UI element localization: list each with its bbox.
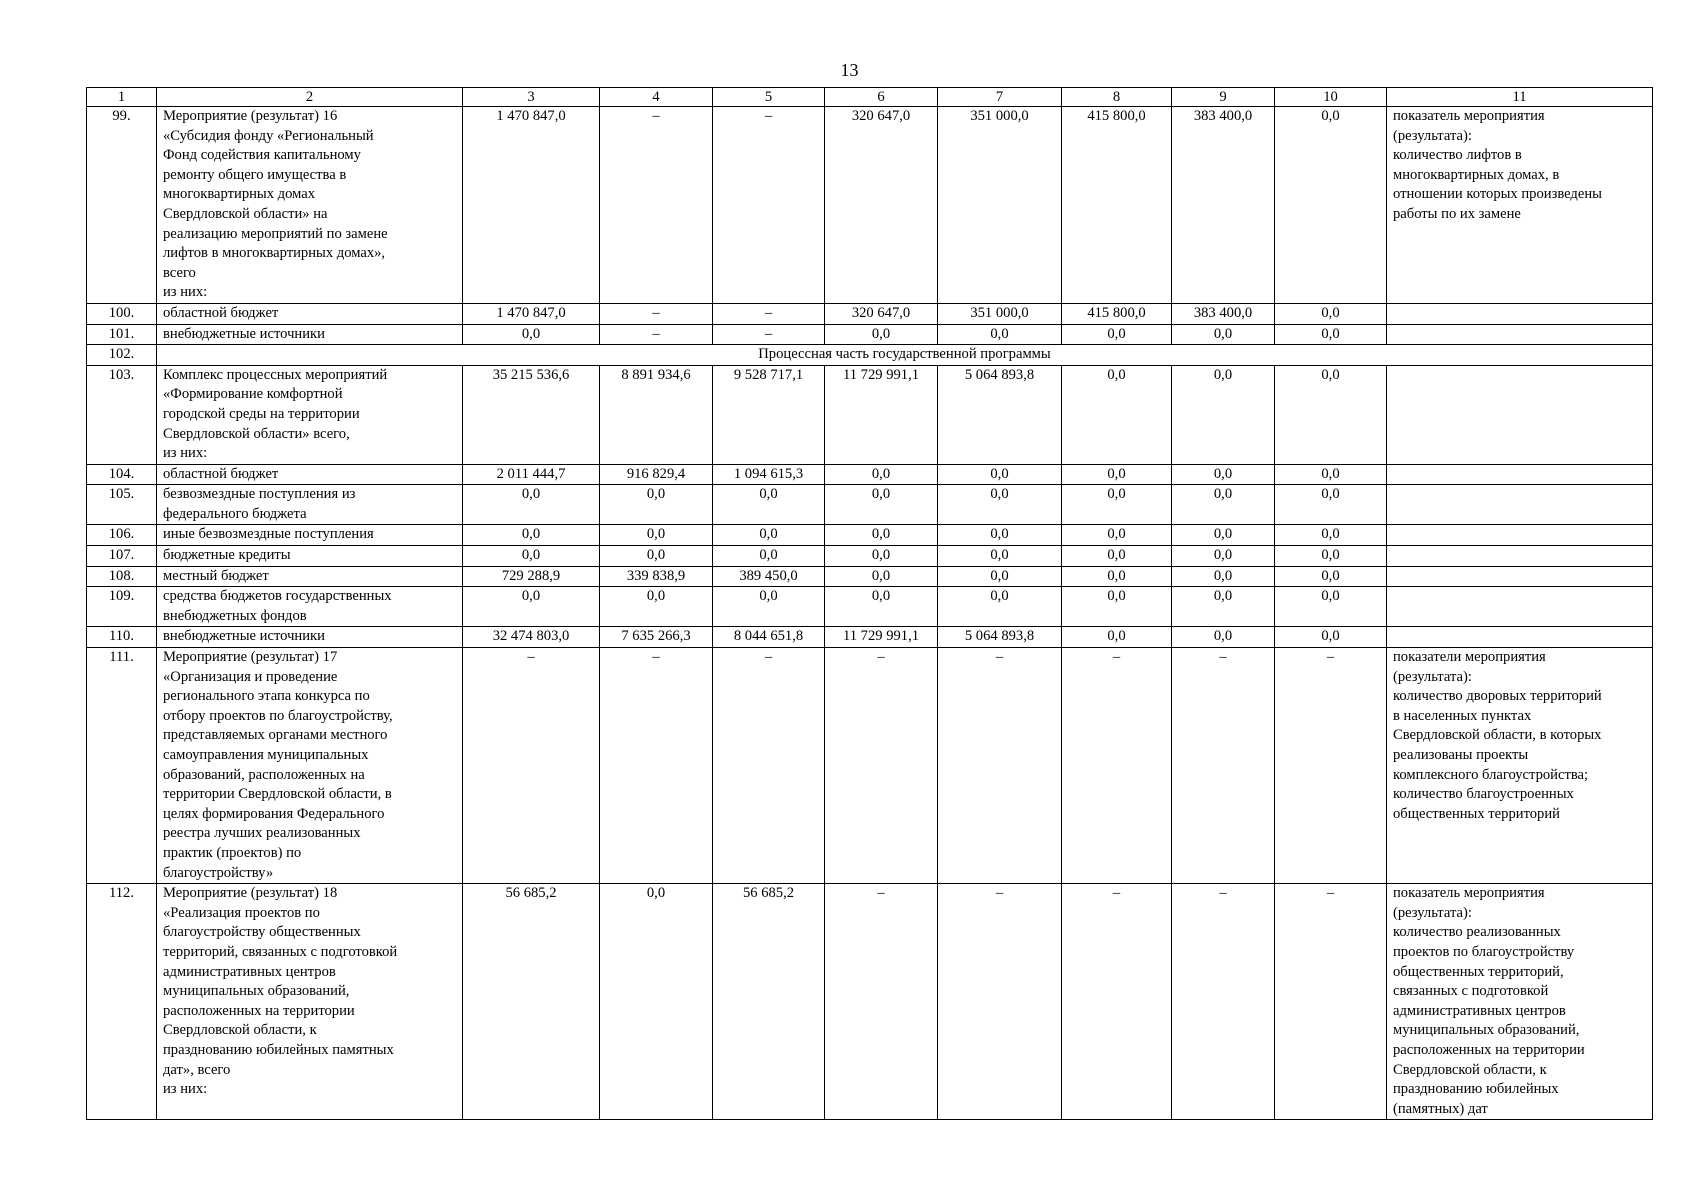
budget-table [86, 87, 1653, 1120]
section-title: Процессная часть государственной программы [157, 345, 1653, 366]
value-cell: 0,0 [600, 546, 713, 567]
value-cell: – [463, 648, 600, 884]
value-cell: 0,0 [938, 464, 1062, 485]
value-cell: 0,0 [1275, 303, 1387, 324]
value-cell: – [713, 107, 825, 304]
value-cell: 0,0 [825, 587, 938, 627]
header-cell: 1 [87, 88, 157, 107]
value-cell: 383 400,0 [1172, 303, 1275, 324]
row-name: иные безвозмездные поступления [157, 525, 463, 546]
value-cell: 0,0 [825, 546, 938, 567]
result-indicator [1387, 546, 1653, 567]
value-cell: 9 528 717,1 [713, 365, 825, 464]
row-name: средства бюджетов государственных внебюджетных фондов [157, 587, 463, 627]
result-indicator [1387, 303, 1653, 324]
value-cell: 7 635 266,3 [600, 627, 713, 648]
result-indicator [1387, 485, 1653, 525]
value-cell: 0,0 [938, 587, 1062, 627]
value-cell: 0,0 [938, 566, 1062, 587]
value-cell: 0,0 [713, 525, 825, 546]
value-cell: – [1172, 884, 1275, 1120]
value-cell: – [1062, 648, 1172, 884]
value-cell: 56 685,2 [713, 884, 825, 1120]
result-indicator: показатели мероприятия (результата): количество дворовых территорий в населенных пунктах Свердловской области, в которых реализованы проекты комплексного благоустройства; количество благоустроенных общественных территорий [1387, 648, 1653, 884]
value-cell: 415 800,0 [1062, 107, 1172, 304]
value-cell: 0,0 [1172, 464, 1275, 485]
header-cell: 3 [463, 88, 600, 107]
value-cell: – [600, 107, 713, 304]
value-cell: 0,0 [600, 587, 713, 627]
value-cell: 0,0 [1172, 587, 1275, 627]
row-name: внебюджетные источники [157, 627, 463, 648]
value-cell: 0,0 [1172, 566, 1275, 587]
header-cell: 11 [1387, 88, 1653, 107]
row-name: местный бюджет [157, 566, 463, 587]
result-indicator [1387, 525, 1653, 546]
value-cell: 320 647,0 [825, 303, 938, 324]
row-name: Мероприятие (результат) 17 «Организация и проведение регионального этапа конкурса по отбору проектов по благоустройству, представляемых органами местного самоуправления муниципальных образований, расположенных на территории Свердловской области, в целях формирования Федерального реестра лучших реализованных практик (проектов) по благоустройству» [157, 648, 463, 884]
value-cell: 0,0 [1275, 566, 1387, 587]
value-cell: – [825, 648, 938, 884]
header-cell: 6 [825, 88, 938, 107]
table-header-row [87, 88, 1653, 107]
result-indicator [1387, 365, 1653, 464]
value-cell: – [713, 303, 825, 324]
header-cell: 10 [1275, 88, 1387, 107]
value-cell: 0,0 [600, 884, 713, 1120]
value-cell: 0,0 [1172, 485, 1275, 525]
value-cell: 0,0 [463, 546, 600, 567]
value-cell: 0,0 [713, 485, 825, 525]
value-cell: 56 685,2 [463, 884, 600, 1120]
value-cell: 0,0 [1062, 587, 1172, 627]
value-cell: – [938, 648, 1062, 884]
value-cell: 0,0 [463, 587, 600, 627]
value-cell: 351 000,0 [938, 107, 1062, 304]
table-row [87, 365, 1653, 464]
row-number: 101. [87, 324, 157, 345]
row-number: 103. [87, 365, 157, 464]
value-cell: 339 838,9 [600, 566, 713, 587]
value-cell: 35 215 536,6 [463, 365, 600, 464]
header-cell: 2 [157, 88, 463, 107]
value-cell: 0,0 [1275, 546, 1387, 567]
value-cell: 0,0 [938, 324, 1062, 345]
value-cell: – [938, 884, 1062, 1120]
result-indicator [1387, 464, 1653, 485]
value-cell: 0,0 [825, 485, 938, 525]
table-row [87, 303, 1653, 324]
value-cell: 1 470 847,0 [463, 107, 600, 304]
value-cell: 0,0 [1172, 324, 1275, 345]
result-indicator: показатель мероприятия (результата): количество реализованных проектов по благоустройству общественных территорий, связанных с подготовкой административных центров муниципальных образований, расположенных на территории Свердловской области, к празднованию юбилейных (памятных) дат [1387, 884, 1653, 1120]
value-cell: 0,0 [600, 485, 713, 525]
table-row [87, 627, 1653, 648]
table-row [87, 566, 1653, 587]
value-cell: 0,0 [713, 587, 825, 627]
value-cell: – [600, 648, 713, 884]
value-cell: 729 288,9 [463, 566, 600, 587]
result-indicator: показатель мероприятия (результата): количество лифтов в многоквартирных домах, в отношении которых произведены работы по их замене [1387, 107, 1653, 304]
value-cell: 11 729 991,1 [825, 365, 938, 464]
header-cell: 9 [1172, 88, 1275, 107]
value-cell: 11 729 991,1 [825, 627, 938, 648]
value-cell: 0,0 [1275, 627, 1387, 648]
value-cell: – [1275, 884, 1387, 1120]
table-row [87, 525, 1653, 546]
value-cell: 1 470 847,0 [463, 303, 600, 324]
table-row [87, 485, 1653, 525]
page-number: 13 [840, 60, 859, 80]
value-cell: 8 891 934,6 [600, 365, 713, 464]
header-cell: 8 [1062, 88, 1172, 107]
row-name: Мероприятие (результат) 16 «Субсидия фонду «Региональный Фонд содействия капитальному ремонту общего имущества в многоквартирных домах Свердловской области» на реализацию мероприятий по замене лифтов в многоквартирных домах», всего из них: [157, 107, 463, 304]
value-cell: 0,0 [1062, 324, 1172, 345]
row-name: бюджетные кредиты [157, 546, 463, 567]
value-cell: 389 450,0 [713, 566, 825, 587]
value-cell: 5 064 893,8 [938, 365, 1062, 464]
row-name: областной бюджет [157, 464, 463, 485]
value-cell: 0,0 [1062, 485, 1172, 525]
row-number: 109. [87, 587, 157, 627]
result-indicator [1387, 566, 1653, 587]
value-cell: 0,0 [825, 566, 938, 587]
result-indicator [1387, 627, 1653, 648]
value-cell: 0,0 [1062, 464, 1172, 485]
value-cell: 415 800,0 [1062, 303, 1172, 324]
row-name: Комплекс процессных мероприятий «Формирование комфортной городской среды на территории Свердловской области» всего, из них: [157, 365, 463, 464]
row-number: 102. [87, 345, 157, 366]
value-cell: 8 044 651,8 [713, 627, 825, 648]
value-cell: 0,0 [825, 324, 938, 345]
table-row [87, 324, 1653, 345]
result-indicator [1387, 587, 1653, 627]
value-cell: 0,0 [1275, 464, 1387, 485]
value-cell: 0,0 [938, 485, 1062, 525]
value-cell: 32 474 803,0 [463, 627, 600, 648]
value-cell: 0,0 [1172, 365, 1275, 464]
value-cell: 2 011 444,7 [463, 464, 600, 485]
table-row [87, 884, 1653, 1120]
value-cell: 0,0 [1275, 485, 1387, 525]
result-indicator [1387, 324, 1653, 345]
table-row [87, 464, 1653, 485]
value-cell: 0,0 [938, 525, 1062, 546]
row-number: 107. [87, 546, 157, 567]
value-cell: 0,0 [1172, 525, 1275, 546]
value-cell: 0,0 [825, 525, 938, 546]
row-name: областной бюджет [157, 303, 463, 324]
header-cell: 5 [713, 88, 825, 107]
value-cell: 383 400,0 [1172, 107, 1275, 304]
value-cell: 0,0 [1275, 365, 1387, 464]
value-cell: 0,0 [463, 525, 600, 546]
table-row [87, 648, 1653, 884]
row-number: 106. [87, 525, 157, 546]
value-cell: 0,0 [1062, 627, 1172, 648]
value-cell: 0,0 [1275, 107, 1387, 304]
value-cell: 0,0 [938, 546, 1062, 567]
value-cell: 916 829,4 [600, 464, 713, 485]
row-name: Мероприятие (результат) 18 «Реализация проектов по благоустройству общественных территорий, связанных с подготовкой административных центров муниципальных образований, расположенных на территории Свердловской области, к празднованию юбилейных памятных дат», всего из них: [157, 884, 463, 1120]
value-cell: – [713, 648, 825, 884]
header-cell: 7 [938, 88, 1062, 107]
value-cell: 0,0 [1172, 546, 1275, 567]
row-number: 100. [87, 303, 157, 324]
value-cell: – [713, 324, 825, 345]
table-row [87, 587, 1653, 627]
value-cell: 0,0 [1275, 587, 1387, 627]
value-cell: 0,0 [1172, 627, 1275, 648]
value-cell: – [600, 303, 713, 324]
value-cell: 0,0 [463, 324, 600, 345]
value-cell: – [600, 324, 713, 345]
value-cell: – [1275, 648, 1387, 884]
value-cell: 0,0 [1062, 546, 1172, 567]
value-cell: 0,0 [1062, 566, 1172, 587]
section-row [87, 345, 1653, 366]
value-cell: – [825, 884, 938, 1120]
row-name: внебюджетные источники [157, 324, 463, 345]
row-number: 99. [87, 107, 157, 304]
value-cell: 351 000,0 [938, 303, 1062, 324]
value-cell: 0,0 [713, 546, 825, 567]
value-cell: 5 064 893,8 [938, 627, 1062, 648]
row-number: 104. [87, 464, 157, 485]
value-cell: 0,0 [825, 464, 938, 485]
row-number: 112. [87, 884, 157, 1120]
value-cell: – [1172, 648, 1275, 884]
value-cell: 0,0 [1062, 525, 1172, 546]
row-name: безвозмездные поступления из федерального бюджета [157, 485, 463, 525]
header-cell: 4 [600, 88, 713, 107]
value-cell: 320 647,0 [825, 107, 938, 304]
table-row [87, 107, 1653, 304]
value-cell: 0,0 [1275, 525, 1387, 546]
value-cell: 0,0 [463, 485, 600, 525]
value-cell: 1 094 615,3 [713, 464, 825, 485]
row-number: 110. [87, 627, 157, 648]
row-number: 111. [87, 648, 157, 884]
value-cell: – [1062, 884, 1172, 1120]
table-row [87, 546, 1653, 567]
value-cell: 0,0 [600, 525, 713, 546]
row-number: 108. [87, 566, 157, 587]
row-number: 105. [87, 485, 157, 525]
value-cell: 0,0 [1062, 365, 1172, 464]
value-cell: 0,0 [1275, 324, 1387, 345]
